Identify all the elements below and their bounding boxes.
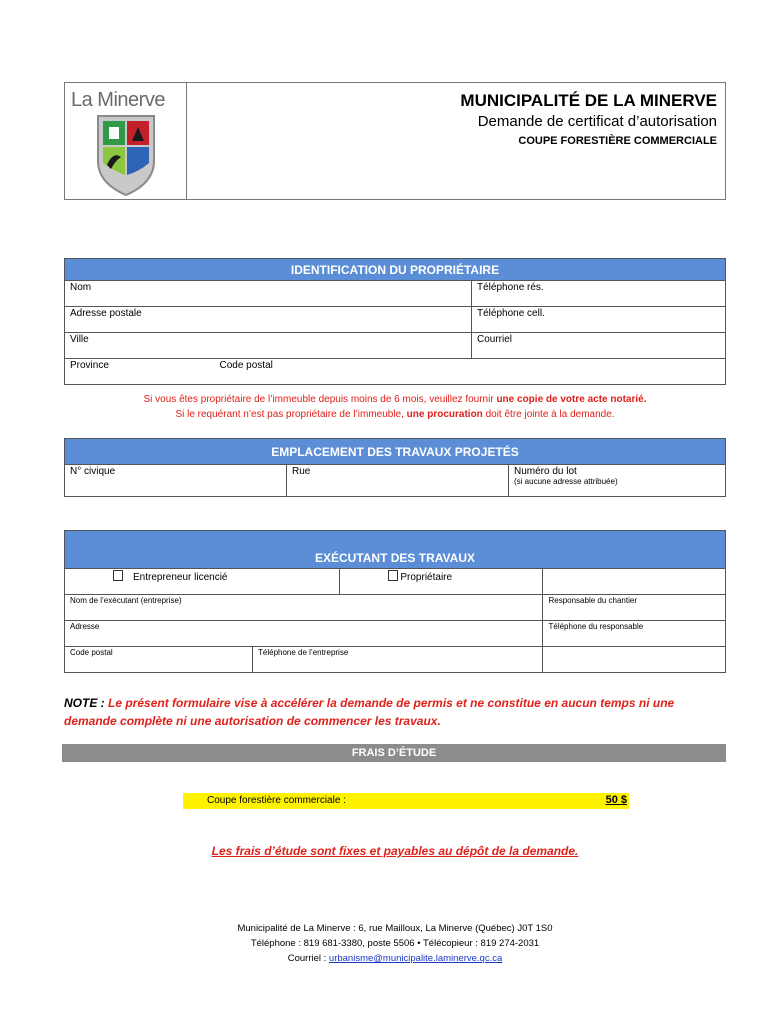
location-table — [64, 438, 726, 497]
note-block — [64, 694, 726, 730]
page-title: MUNICIPALITÉ DE LA MINERVE — [460, 91, 717, 110]
owner-table — [64, 258, 726, 385]
field-adresse-postale[interactable]: Adresse postale — [65, 307, 472, 333]
field-province[interactable]: Province — [65, 359, 215, 385]
field-nom-executant[interactable]: Nom de l’exécutant (entreprise) — [65, 595, 543, 621]
option-proprietaire-label: Propriétaire — [400, 572, 453, 583]
notice-line-1: Si vous êtes propriétaire de l’immeuble depuis moins de 6 mois, veuillez fournir une copie de votre acte notarié. — [143, 394, 647, 405]
option-empty-cell — [543, 569, 726, 595]
field-tel-responsable[interactable]: Téléphone du responsable — [543, 621, 726, 647]
page-sub-subtitle: COUPE FORESTIÈRE COMMERCIALE — [518, 135, 717, 147]
field-code-postal-executant[interactable]: Code postal — [65, 647, 253, 673]
logo-cell — [65, 83, 187, 199]
lot-label: Numéro du lot — [514, 466, 577, 477]
field-tel-cell[interactable]: Téléphone cell. — [472, 307, 726, 333]
field-ville[interactable]: Ville — [65, 333, 472, 359]
frais-note: Les frais d’étude sont fixes et payables au dépôt de la demande. — [211, 844, 579, 858]
field-nom[interactable]: Nom — [65, 281, 472, 307]
footer-email-label: Courriel : — [287, 953, 329, 964]
note-text: Le présent formulaire vise à accélérer la demande de permis et ne constitue en aucun temps ni une demande complète ni une autorisation de commencer les travaux. — [64, 696, 675, 728]
footer-email-line — [64, 951, 726, 966]
footer — [64, 921, 726, 966]
checkbox-icon[interactable] — [388, 570, 398, 581]
footer-address: Municipalité de La Minerve : 6, rue Mailloux, La Minerve (Québec) J0T 1S0 — [237, 923, 553, 934]
header-box — [64, 82, 726, 200]
executant-table — [64, 530, 726, 673]
frais-heading: FRAIS D’ÉTUDE — [62, 744, 726, 762]
notice-line-2: Si le requérant n’est pas propriétaire de l’immeuble, une procuration doit être jointe à la demande. — [175, 409, 615, 420]
field-courriel[interactable]: Courriel — [472, 333, 726, 359]
field-responsable-chantier[interactable]: Responsable du chantier — [543, 595, 726, 621]
field-tel-res[interactable]: Téléphone rés. — [472, 281, 726, 307]
field-tel-entreprise[interactable]: Téléphone de l’entreprise — [253, 647, 543, 673]
checkbox-icon[interactable] — [113, 570, 123, 581]
note-label: NOTE : — [64, 696, 105, 710]
field-empty-executant[interactable] — [543, 647, 726, 673]
option-entrepreneur[interactable] — [65, 569, 340, 595]
location-heading: EMPLACEMENT DES TRAVAUX PROJETÉS — [65, 439, 726, 465]
field-adresse-executant[interactable]: Adresse — [65, 621, 543, 647]
coat-of-arms-icon — [95, 113, 157, 197]
frais-item-label: Coupe forestière commerciale : — [207, 795, 346, 806]
frais-row — [183, 793, 629, 809]
footer-email-link[interactable]: urbanisme@municipalite.laminerve.qc.ca — [328, 953, 503, 964]
field-rue[interactable]: Rue — [287, 465, 509, 497]
logo-text: La Minerve — [71, 89, 165, 111]
option-proprietaire[interactable] — [340, 569, 543, 595]
owner-heading: IDENTIFICATION DU PROPRIÉTAIRE — [65, 259, 726, 281]
field-no-civique[interactable]: N° civique — [65, 465, 287, 497]
lot-note: (si aucune adresse attribuée) — [514, 477, 618, 486]
field-numero-lot[interactable] — [509, 465, 726, 497]
field-code-postal[interactable]: Code postal — [215, 359, 726, 385]
option-entrepreneur-label: Entrepreneur licencié — [133, 572, 228, 583]
page-subtitle: Demande de certificat d’autorisation — [477, 113, 717, 130]
executant-heading: EXÉCUTANT DES TRAVAUX — [65, 531, 726, 569]
footer-phone: Téléphone : 819 681-3380, poste 5506 • Télécopieur : 819 274-2031 — [250, 938, 540, 949]
frais-item-amount: 50 $ — [605, 794, 627, 806]
